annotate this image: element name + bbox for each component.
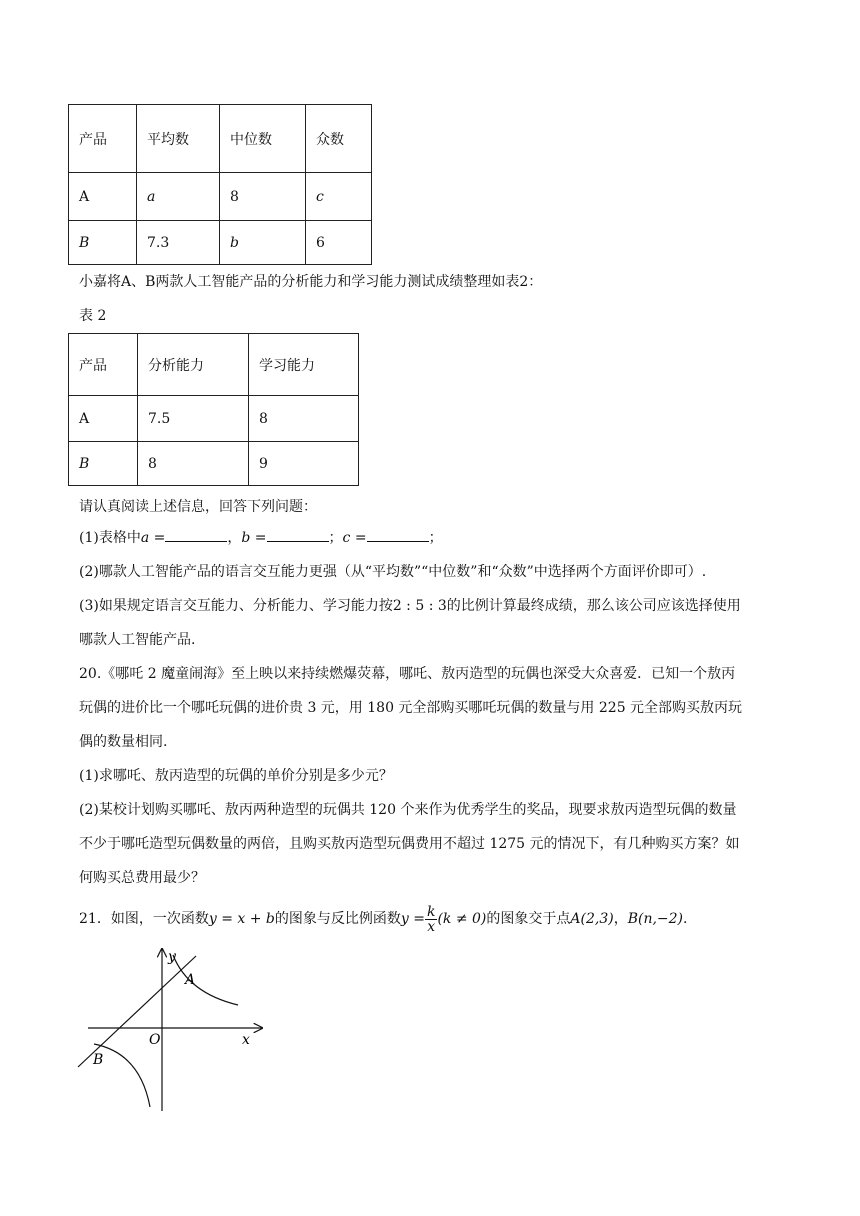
linear-function: y = x + b [208,911,275,927]
point-b-label: B [93,1052,104,1068]
table-1-cell: b [220,221,306,265]
q20-line1: 20.《哪吒 2 魔童闹海》至上映以来持续燃爆荧幕，哪吒、敖丙造型的玩偶也深受大众喜爱．已知一个敖丙 [79,666,736,682]
answer-blank-a[interactable] [165,528,227,542]
separator: . [683,911,688,927]
linear-function-line [78,956,196,1067]
table-2-header-row [69,334,359,396]
table-1-cell: A [69,173,137,221]
inverse-condition: (k ≠ 0) [437,911,487,927]
q19-part1-prefix: (1)表格中 [79,530,141,546]
point-b-coord: B(n,−2) [627,911,684,927]
answer-blank-b[interactable] [267,528,329,542]
table-2-cell: 9 [249,442,359,486]
answer-blank-c[interactable] [367,528,429,542]
table-1-header-cell: 产品 [69,105,137,173]
table-2-caption: 表 2 [79,308,107,324]
separator: ； [428,530,443,546]
q21-mid: 的图象与反比例函数 [274,911,401,927]
table-2 [68,333,359,486]
q20-part2-line2: 不少于哪吒造型玩偶数量的两倍，且购买敖丙造型玩偶费用不超过 1275 元的情况下，有几种购买方案？如 [79,836,740,852]
q21-prefix: 21．如图，一次函数 [79,911,209,927]
table-2-cell: 7.5 [138,396,249,442]
fraction-denominator: x [427,918,436,935]
y-axis-label: y [168,949,176,965]
var-b-label: b = [241,530,267,546]
table-row [69,396,359,442]
table-1-cell: 6 [306,221,372,265]
table-2-intro: 小嘉将A、B两款人工智能产品的分析能力和学习能力测试成绩整理如表2： [79,274,543,290]
table-1-cell: c [306,173,372,221]
table-1-cell: a [137,173,220,221]
table-row [69,221,372,265]
separator: ； [328,530,343,546]
q20-part1: (1)求哪吒、敖丙造型的玩偶的单价分别是多少元？ [79,768,393,784]
separator: ， [613,911,628,927]
q19-prompt: 请认真阅读上述信息，回答下列问题： [79,499,317,515]
var-c-label: c = [342,530,367,546]
q19-part1 [79,528,443,548]
table-2-cell: B [69,442,138,486]
function-graph-figure [70,945,270,1115]
point-a-label: A [185,972,196,988]
q20-line2: 玩偶的进价比一个哪吒玩偶的进价贵 3 元，用 180 元全部购买哪吒玩偶的数量与用 225 元全部购买敖丙玩 [79,700,743,716]
q20-line3: 偶的数量相同. [79,734,168,750]
table-2-cell: 8 [249,396,359,442]
q19-part3-line1: (3)如果规定语言交互能力、分析能力、学习能力按2 : 5 : 3的比例计算最终成绩，那么该公司应该选择使用 [79,598,741,614]
q20-part2-line1: (2)某校计划购买哪吒、敖丙两种造型的玩偶共 120 个来作为优秀学生的奖品，现要求敖丙造型玩偶的数量 [79,802,737,818]
fraction-numerator: k [426,903,436,920]
table-1 [68,104,372,265]
q20-part2-line3: 何购买总费用最少？ [79,870,205,886]
inverse-function-lhs: y = [400,911,425,927]
table-1-cell: B [69,221,137,265]
table-row [69,173,372,221]
table-1-header-row [69,105,372,173]
origin-label: O [149,1032,161,1048]
var-a-label: a = [140,530,166,546]
table-1-header-cell: 平均数 [137,105,220,173]
table-2-header-cell: 分析能力 [138,334,249,396]
table-2-header-cell: 产品 [69,334,138,396]
q21-suffix: 的图象交于点 [486,911,571,927]
point-a-coord: A(2,3) [570,911,614,927]
q19-part3-line2: 哪款人工智能产品. [79,632,196,648]
table-1-cell: 8 [220,173,306,221]
table-1-header-cell: 众数 [306,105,372,173]
hyperbola-branch-upper [173,955,238,1005]
table-2-cell: 8 [138,442,249,486]
table-2-header-cell: 学习能力 [249,334,359,396]
table-row [69,442,359,486]
table-1-cell: 7.3 [137,221,220,265]
q21-statement [79,902,687,936]
table-2-cell: A [69,396,138,442]
q19-part2: (2)哪款人工智能产品的语言交互能力更强（从“平均数”“中位数”和“众数”中选择两个方面评价即可）. [79,564,707,580]
table-1-header-cell: 中位数 [220,105,306,173]
x-axis-label: x [242,1032,250,1048]
separator: ， [227,530,242,546]
inverse-fraction [425,905,437,934]
